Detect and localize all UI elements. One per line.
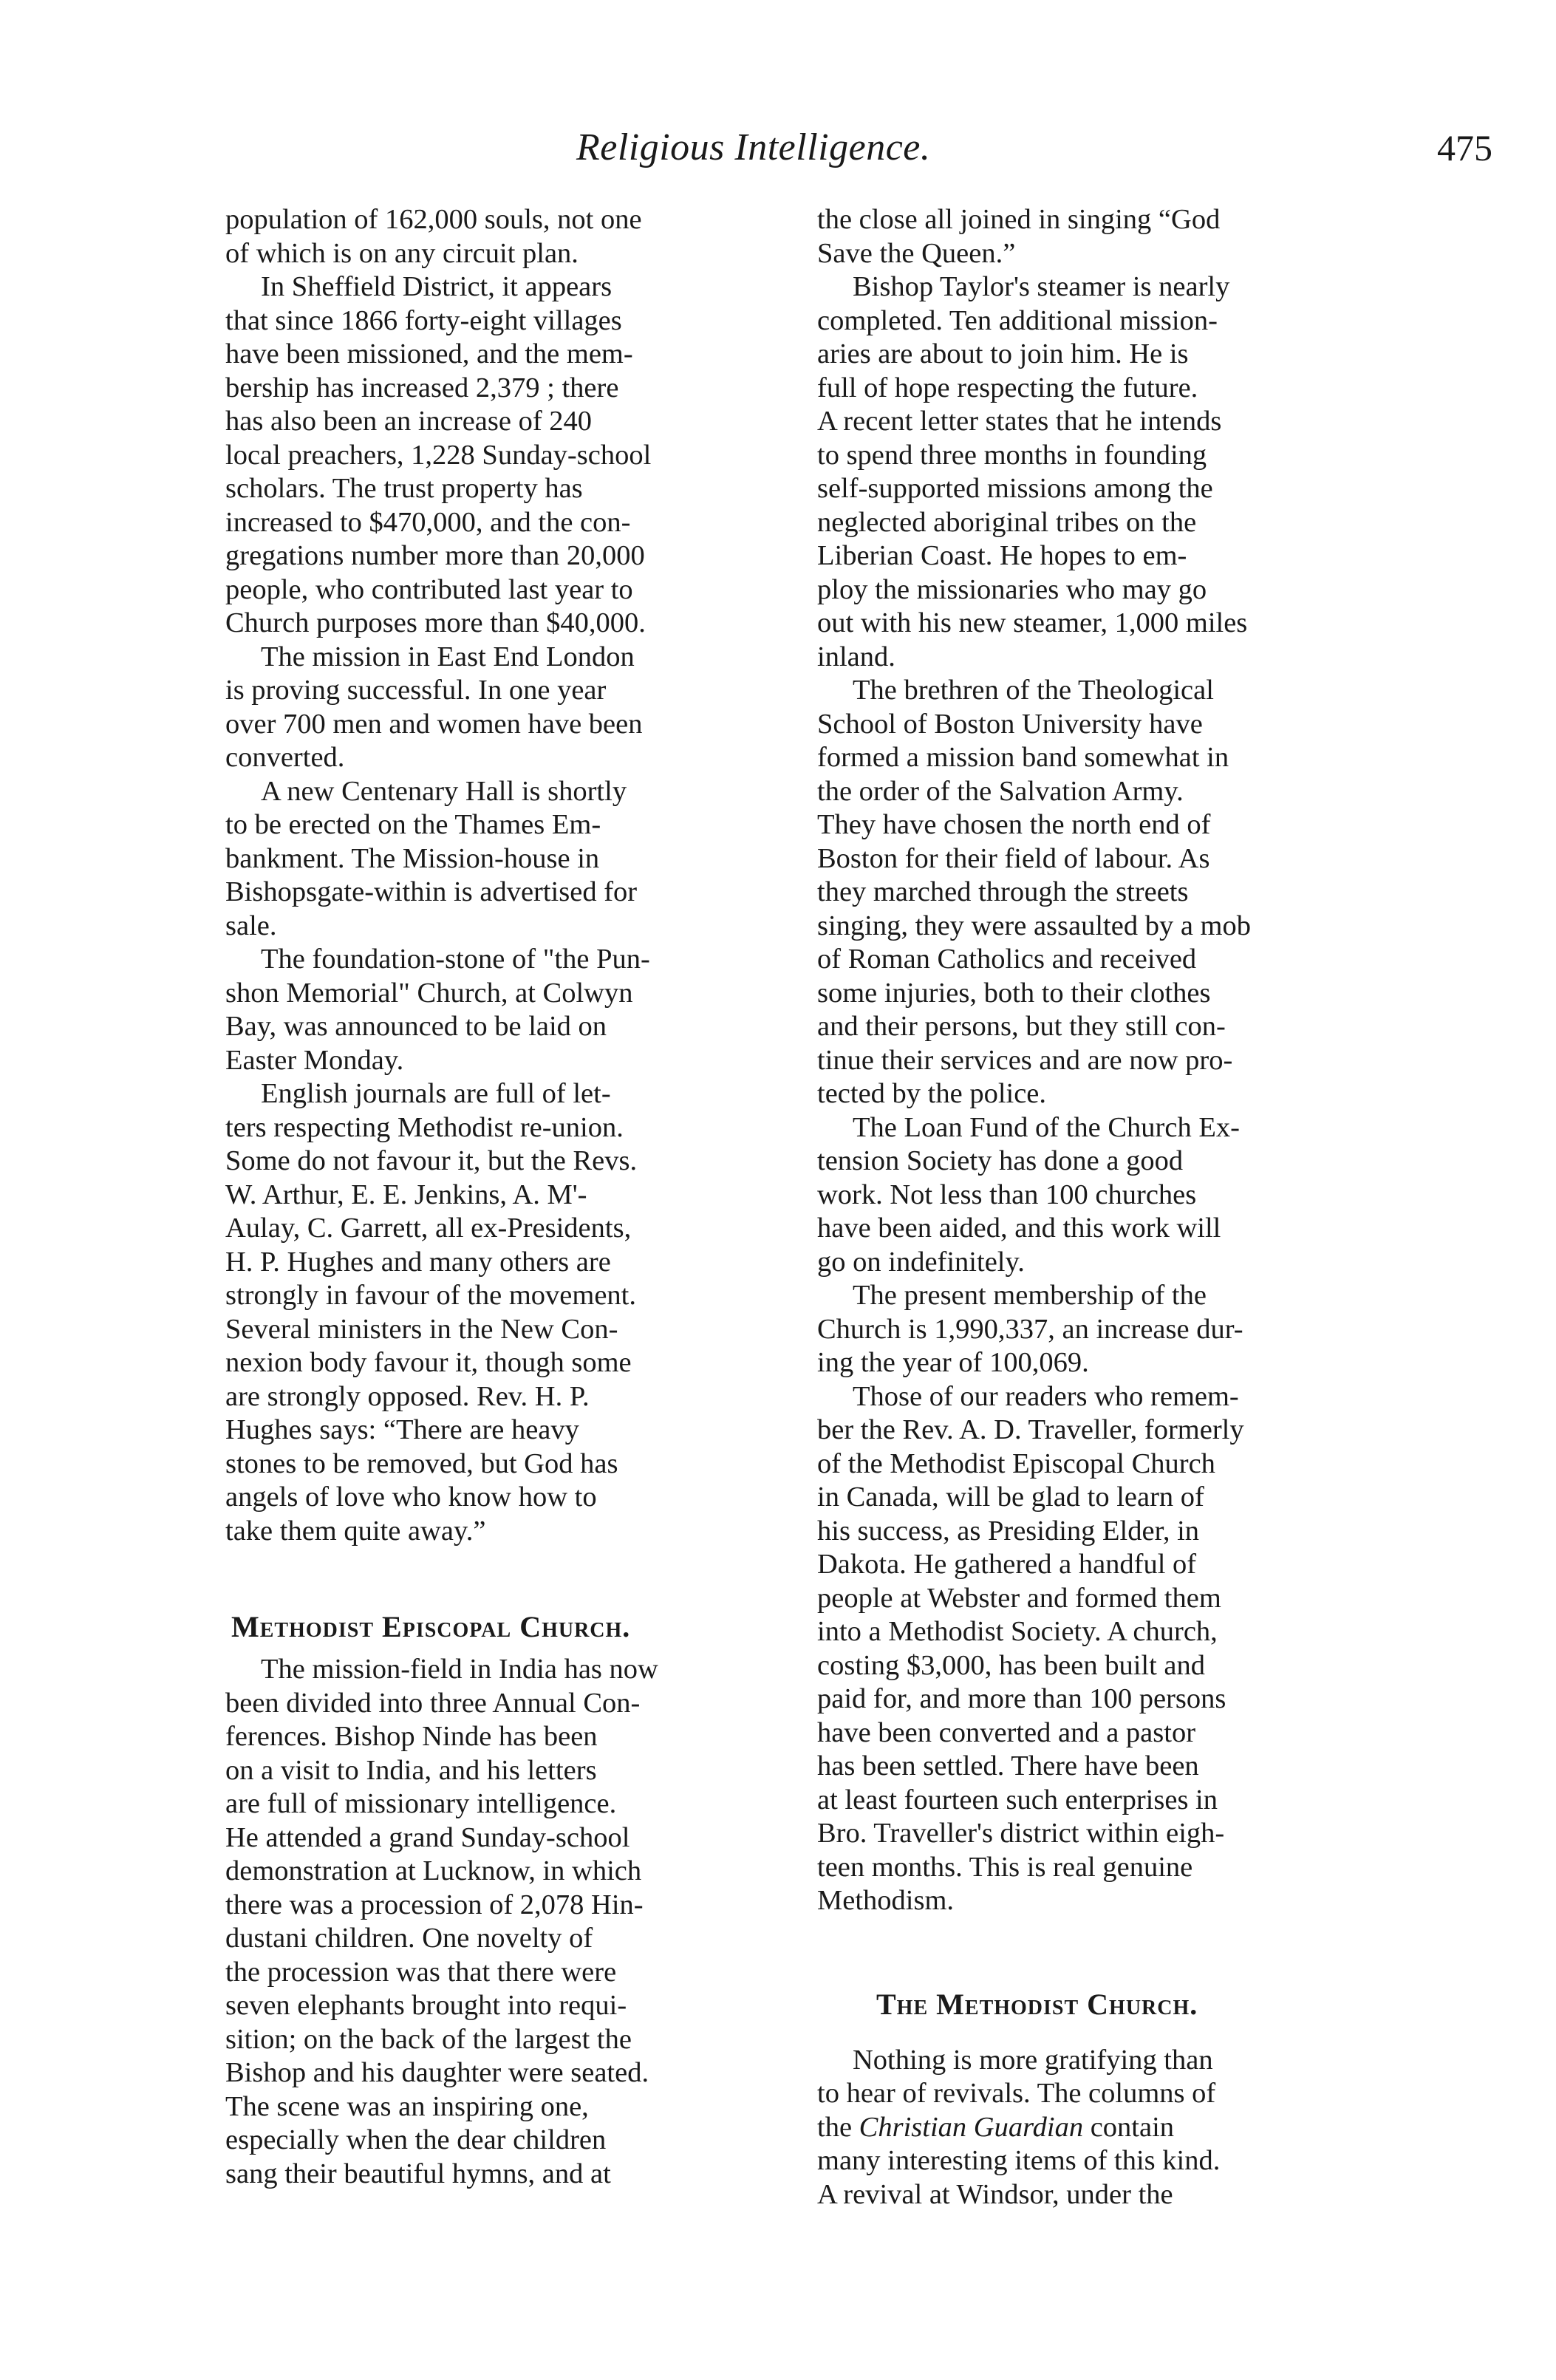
text-line: The Loan Fund of the Church Ex- xyxy=(853,1111,1240,1143)
text-line: demonstration at Lucknow, in which xyxy=(225,1855,642,1886)
text-line: inland. xyxy=(817,641,895,672)
text-line: people, who contributed last year to xyxy=(225,573,633,605)
text-line: has also been an increase of 240 xyxy=(225,406,593,437)
text-line: The brethren of the Theological xyxy=(853,675,1214,706)
text-line: teen months. This is real genuine xyxy=(817,1851,1193,1883)
paragraph xyxy=(817,1279,1393,1380)
text-line: H. P. Hughes and many others are xyxy=(225,1246,611,1278)
text-line xyxy=(817,2111,1393,2145)
text-line: sale. xyxy=(225,910,277,941)
text-line: Aulay, C. Garrett, all ex-Presidents, xyxy=(225,1213,632,1244)
text-line: formed a mission band somewhat in xyxy=(817,742,1229,773)
paragraph xyxy=(817,203,1393,270)
text-segment: contain xyxy=(1083,2111,1175,2143)
text-line: Liberian Coast. He hopes to em- xyxy=(817,540,1187,571)
text-line: into a Methodist Society. A church, xyxy=(817,1616,1218,1647)
text-line: is proving successful. In one year xyxy=(225,675,607,706)
text-line: seven elephants brought into requi- xyxy=(225,1990,627,2021)
text-line: some injuries, both to their clothes xyxy=(817,977,1211,1009)
paragraph xyxy=(225,203,802,270)
text-line: Hughes says: “There are heavy xyxy=(225,1414,579,1445)
text-line: to be erected on the Thames Em- xyxy=(225,809,601,840)
paragraph xyxy=(225,775,802,944)
text-line: English journals are full of let- xyxy=(261,1078,611,1109)
paragraph xyxy=(225,1077,802,1548)
text-line: over 700 men and women have been xyxy=(225,708,643,740)
text-line: out with his new steamer, 1,000 miles xyxy=(817,607,1248,638)
text-line: Church purposes more than $40,000. xyxy=(225,607,646,638)
text-line: the order of the Salvation Army. xyxy=(817,775,1184,807)
page-number: 475 xyxy=(1437,127,1492,168)
text-line: in Canada, will be glad to learn of xyxy=(817,1481,1204,1513)
text-line: converted. xyxy=(225,742,345,773)
text-line: They have chosen the north end of xyxy=(817,809,1211,840)
text-line: aries are about to join him. He is xyxy=(817,338,1189,369)
text-line: The present membership of the xyxy=(853,1280,1207,1311)
text-line: In Sheffield District, it appears xyxy=(261,271,612,302)
section-heading: Methodist Episcopal Church. xyxy=(231,1610,631,1643)
paragraph xyxy=(225,943,802,1077)
text-line: Save the Queen.” xyxy=(817,237,1016,269)
left-column xyxy=(225,203,802,2191)
text-line: scholars. The trust property has xyxy=(225,473,583,504)
text-line: people at Webster and formed them xyxy=(817,1582,1221,1614)
text-line: gregations number more than 20,000 xyxy=(225,540,645,571)
text-line: Church is 1,990,337, an increase dur- xyxy=(817,1313,1243,1345)
running-title: Religious Intelligence. xyxy=(576,126,931,168)
text-line: paid for, and more than 100 persons xyxy=(817,1683,1226,1714)
text-line: bership has increased 2,379 ; there xyxy=(225,372,619,403)
text-line: Nothing is more gratifying than xyxy=(853,2044,1213,2076)
text-line: been divided into three Annual Con- xyxy=(225,1687,641,1719)
text-line: costing $3,000, has been built and xyxy=(817,1649,1206,1681)
text-line: completed. Ten additional mission- xyxy=(817,304,1218,336)
paragraph xyxy=(817,674,1393,1111)
text-line: The mission-field in India has now xyxy=(261,1654,658,1685)
text-line: have been missioned, and the mem- xyxy=(225,338,633,369)
text-line: that since 1866 forty-eight villages xyxy=(225,304,622,336)
text-line: stones to be removed, but God has xyxy=(225,1448,618,1479)
text-line: ploy the missionaries who may go xyxy=(817,573,1207,605)
text-line: Those of our readers who remem- xyxy=(853,1380,1239,1412)
text-line: sition; on the back of the largest the xyxy=(225,2023,632,2055)
text-line: are full of missionary intelligence. xyxy=(225,1788,617,1819)
text-line: on a visit to India, and his letters xyxy=(225,1754,597,1786)
text-line: strongly in favour of the movement. xyxy=(225,1280,636,1311)
text-line: to hear of revivals. The columns of xyxy=(817,2078,1216,2109)
text-line: go on indefinitely. xyxy=(817,1246,1025,1278)
text-line: are strongly opposed. Rev. H. P. xyxy=(225,1380,590,1412)
text-line: Bishop and his daughter were seated. xyxy=(225,2057,649,2088)
paragraph xyxy=(817,270,1393,674)
text-line: Some do not favour it, but the Revs. xyxy=(225,1145,638,1176)
text-line: bankment. The Mission-house in xyxy=(225,842,600,874)
text-line: local preachers, 1,228 Sunday-school xyxy=(225,439,652,471)
text-line: Dakota. He gathered a handful of xyxy=(817,1549,1197,1580)
text-line: of Roman Catholics and received xyxy=(817,944,1197,975)
text-line: The mission in East End London xyxy=(261,641,635,672)
right-column xyxy=(817,203,1393,2212)
text-line: sang their beautiful hymns, and at xyxy=(225,2158,611,2189)
text-line: tension Society has done a good xyxy=(817,1145,1184,1176)
periodical-title: Christian Guardian xyxy=(859,2111,1084,2143)
text-line: W. Arthur, E. E. Jenkins, A. M'- xyxy=(225,1179,587,1210)
text-line: many interesting items of this kind. xyxy=(817,2145,1221,2176)
text-line: shon Memorial" Church, at Colwyn xyxy=(225,977,633,1009)
text-line: Methodism. xyxy=(817,1885,955,1916)
text-line: Bishop Taylor's steamer is nearly xyxy=(853,271,1230,302)
text-line: to spend three months in founding xyxy=(817,439,1207,471)
text-line: the close all joined in singing “God xyxy=(817,204,1221,235)
text-line: He attended a grand Sunday-school xyxy=(225,1821,630,1853)
text-line: ber the Rev. A. D. Traveller, formerly xyxy=(817,1414,1244,1445)
paragraph xyxy=(225,641,802,775)
text-line: The foundation-stone of "the Pun- xyxy=(261,944,650,975)
text-line: Bishopsgate-within is advertised for xyxy=(225,876,638,907)
text-line: nexion body favour it, though some xyxy=(225,1347,632,1378)
text-line: at least fourteen such enterprises in xyxy=(817,1784,1218,1815)
text-line: neglected aboriginal tribes on the xyxy=(817,506,1197,538)
text-line: especially when the dear children xyxy=(225,2124,607,2155)
text-line: Several ministers in the New Con- xyxy=(225,1313,618,1345)
text-line: take them quite away.” xyxy=(225,1515,486,1547)
text-line: there was a procession of 2,078 Hin- xyxy=(225,1889,644,1920)
text-line: have been converted and a pastor xyxy=(817,1716,1196,1748)
text-line: full of hope respecting the future. xyxy=(817,372,1198,403)
text-line: ferences. Bishop Ninde has been xyxy=(225,1721,598,1752)
text-line: A revival at Windsor, under the xyxy=(817,2178,1173,2210)
text-line: The scene was an inspiring one, xyxy=(225,2090,589,2122)
text-line: of the Methodist Episcopal Church xyxy=(817,1448,1215,1479)
text-line: self-supported missions among the xyxy=(817,473,1213,504)
text-segment: the xyxy=(817,2111,859,2143)
text-line: singing, they were assaulted by a mob xyxy=(817,910,1251,941)
section-heading: The Methodist Church. xyxy=(876,1987,1198,2021)
text-line: of which is on any circuit plan. xyxy=(225,237,579,269)
text-line: A new Centenary Hall is shortly xyxy=(261,775,627,807)
text-line: tected by the police. xyxy=(817,1078,1047,1109)
text-line: have been aided, and this work will xyxy=(817,1213,1221,1244)
text-line: work. Not less than 100 churches xyxy=(817,1179,1197,1210)
text-line: Boston for their field of labour. As xyxy=(817,842,1210,874)
text-line: School of Boston University have xyxy=(817,708,1203,740)
text-line: tinue their services and are now pro- xyxy=(817,1044,1233,1076)
text-line: population of 162,000 souls, not one xyxy=(225,204,642,235)
text-line: A recent letter states that he intends xyxy=(817,406,1222,437)
text-line: ing the year of 100,069. xyxy=(817,1347,1089,1378)
text-line: Easter Monday. xyxy=(225,1044,404,1076)
paragraph xyxy=(225,270,802,641)
text-line: his success, as Presiding Elder, in xyxy=(817,1515,1200,1547)
text-line: has been settled. There have been xyxy=(817,1750,1199,1781)
page-header xyxy=(576,118,1522,177)
text-line: they marched through the streets xyxy=(817,876,1189,907)
text-line: Bro. Traveller's district within eigh- xyxy=(817,1818,1225,1849)
paragraph xyxy=(817,1111,1393,1280)
text-line: the procession was that there were xyxy=(225,1956,617,1988)
paragraph xyxy=(225,1653,802,2191)
text-line: and their persons, but they still con- xyxy=(817,1011,1226,1042)
paragraph xyxy=(817,1380,1393,1918)
text-line: ters respecting Methodist re-union. xyxy=(225,1111,624,1143)
paragraph xyxy=(817,2044,1393,2212)
text-line: dustani children. One novelty of xyxy=(225,1923,593,1954)
text-line: Bay, was announced to be laid on xyxy=(225,1011,607,1042)
text-line: angels of love who know how to xyxy=(225,1481,597,1513)
text-line: increased to $470,000, and the con- xyxy=(225,506,631,538)
